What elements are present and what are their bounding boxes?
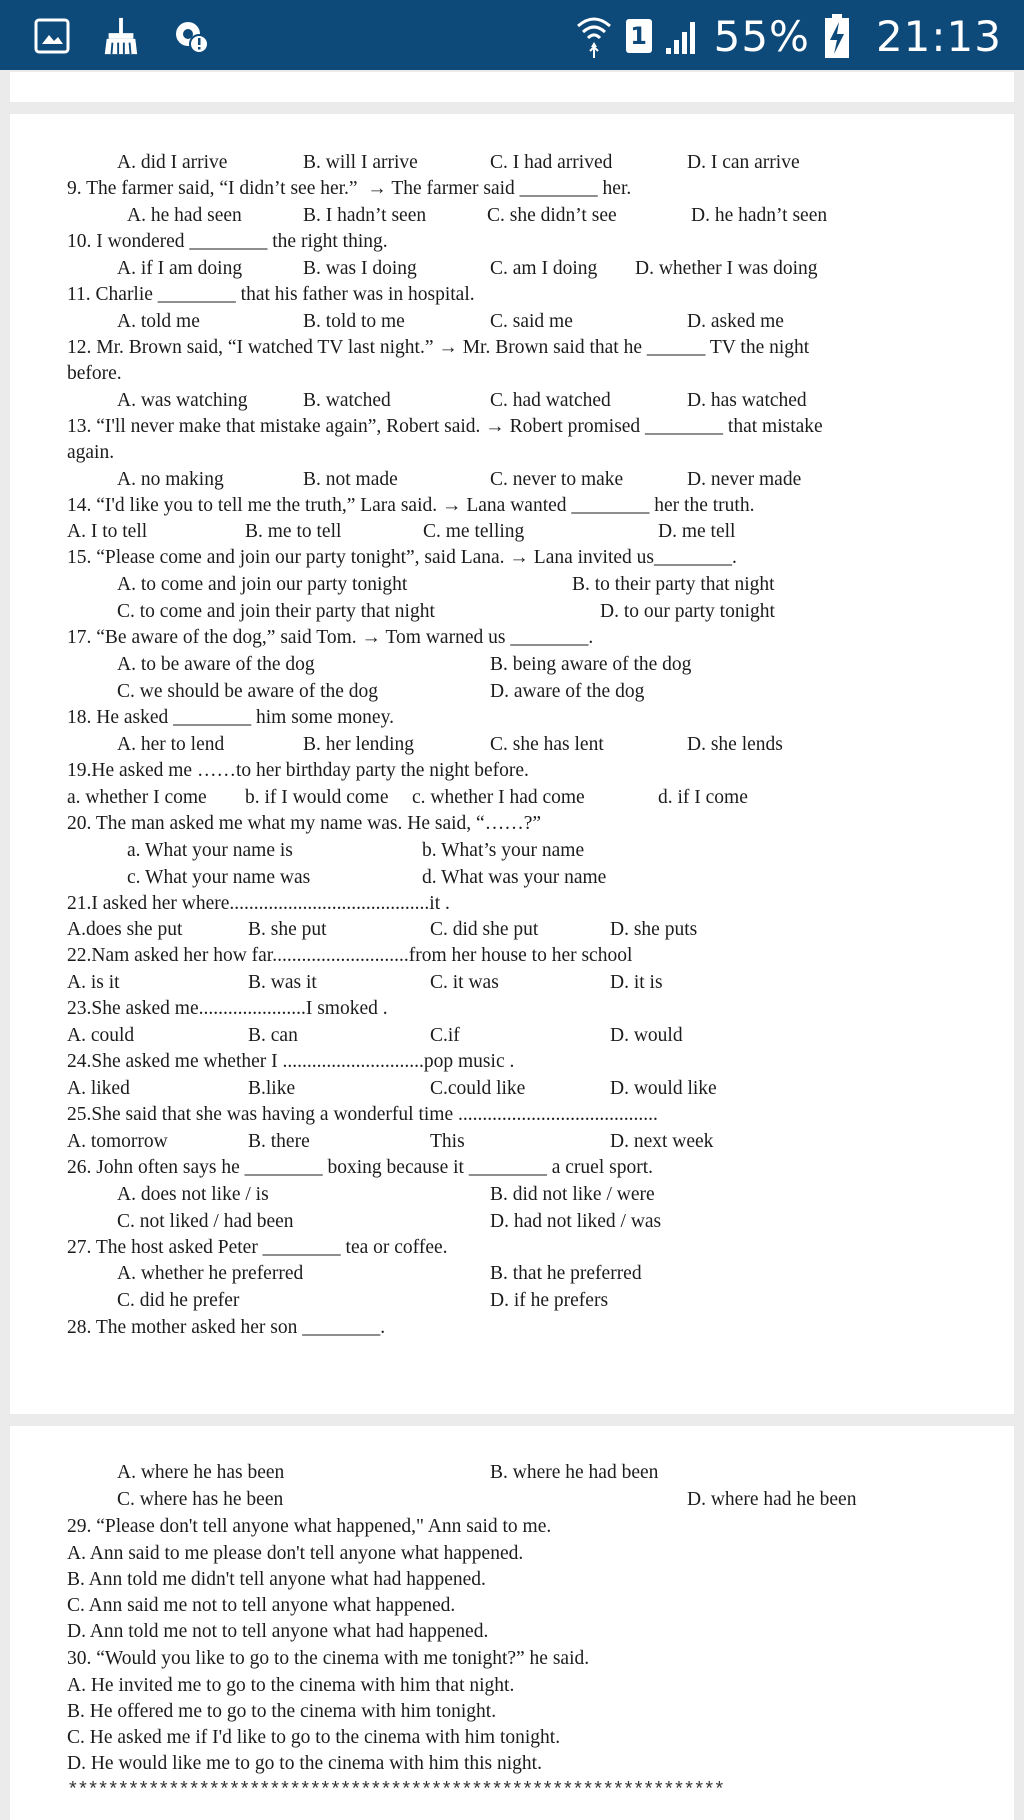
option: D. it is bbox=[610, 972, 663, 993]
question-10: 10. I wondered ________ the right thing. bbox=[67, 231, 388, 252]
option: B. to their party that night bbox=[572, 574, 775, 595]
option: B. her lending bbox=[303, 734, 415, 755]
question-19: 19.He asked me ……to her birthday party the night before. bbox=[67, 760, 529, 781]
option: d. What was your name bbox=[422, 867, 607, 888]
option: B. being aware of the dog bbox=[490, 654, 692, 675]
option: A. if I am doing bbox=[117, 258, 243, 279]
option: A. I to tell bbox=[67, 521, 148, 542]
clock: 21:13 bbox=[875, 11, 1002, 61]
wifi-icon bbox=[576, 14, 612, 58]
option: B. there bbox=[248, 1131, 310, 1152]
previous-page-edge bbox=[10, 72, 1014, 102]
option: B. will I arrive bbox=[303, 152, 418, 173]
option: B.like bbox=[248, 1078, 296, 1099]
question-12-cont: before. bbox=[67, 363, 122, 384]
option: D. me tell bbox=[658, 521, 736, 542]
option: c. What your name was bbox=[127, 867, 311, 888]
option: A. He invited me to go to the cinema with him that night. bbox=[67, 1675, 515, 1696]
option: This bbox=[430, 1131, 465, 1152]
option: B. I hadn’t seen bbox=[303, 205, 427, 226]
option: a. whether I come bbox=[67, 787, 207, 808]
option: B. where he had been bbox=[490, 1462, 659, 1483]
option: A. tomorrow bbox=[67, 1131, 168, 1152]
option: D. whether I was doing bbox=[635, 258, 818, 279]
question-29: 29. “Please don't tell anyone what happened," Ann said to me. bbox=[67, 1516, 552, 1537]
option: A. to come and join our party tonight bbox=[117, 574, 408, 595]
option: C. she didn’t see bbox=[487, 205, 617, 226]
option: C. said me bbox=[490, 311, 573, 332]
option: D. aware of the dog bbox=[490, 681, 645, 702]
question-17: 17. “Be aware of the dog,” said Tom. → Tom warned us ________. bbox=[67, 627, 594, 648]
option: D. she lends bbox=[687, 734, 783, 755]
battery-charging-icon bbox=[824, 14, 850, 58]
question-20: 20. The man asked me what my name was. He said, “……?” bbox=[67, 813, 541, 834]
question-18: 18. He asked ________ him some money. bbox=[67, 707, 394, 728]
option: C. where has he been bbox=[117, 1489, 284, 1510]
option: B. can bbox=[248, 1025, 298, 1046]
option: C. Ann said me not to tell anyone what happened. bbox=[67, 1595, 456, 1616]
option: A. her to lend bbox=[117, 734, 225, 755]
option: d. if I come bbox=[658, 787, 748, 808]
option: C.could like bbox=[430, 1078, 526, 1099]
option: D. Ann told me not to tell anyone what had happened. bbox=[67, 1621, 489, 1642]
option: A. could bbox=[67, 1025, 135, 1046]
question-12: 12. Mr. Brown said, “I watched TV last night.” → Mr. Brown said that he ______ TV the night bbox=[67, 337, 810, 358]
option: B. told to me bbox=[303, 311, 405, 332]
option: A. he had seen bbox=[127, 205, 242, 226]
gallery-icon bbox=[34, 16, 70, 56]
option: D. next week bbox=[610, 1131, 714, 1152]
question-11: 11. Charlie ________ that his father was in hospital. bbox=[67, 284, 475, 305]
question-13-cont: again. bbox=[67, 442, 115, 463]
option: C. did he prefer bbox=[117, 1290, 240, 1311]
option: B. she put bbox=[248, 919, 327, 940]
question-9: 9. The farmer said, “I didn’t see her.” → The farmer said ________ her. bbox=[67, 178, 632, 199]
data-settings-icon bbox=[172, 16, 212, 56]
option: C.if bbox=[430, 1025, 460, 1046]
status-bar bbox=[0, 0, 1024, 70]
option: C. I had arrived bbox=[490, 152, 613, 173]
option: D. had not liked / was bbox=[490, 1211, 662, 1232]
option: B. watched bbox=[303, 390, 391, 411]
option: A.does she put bbox=[67, 919, 183, 940]
option: B. was I doing bbox=[303, 258, 417, 279]
option: D. He would like me to go to the cinema with him this night. bbox=[67, 1753, 542, 1774]
option: c. whether I had come bbox=[412, 787, 585, 808]
option: C. He asked me if I'd like to go to the cinema with him tonight. bbox=[67, 1727, 561, 1748]
option: C. never to make bbox=[490, 469, 624, 490]
option: A. liked bbox=[67, 1078, 130, 1099]
question-14: 14. “I'd like you to tell me the truth,” Lara said. → Lana wanted ________ her the truth. bbox=[67, 495, 755, 516]
option: A. Ann said to me please don't tell anyone what happened. bbox=[67, 1543, 524, 1564]
option: C. it was bbox=[430, 972, 499, 993]
broom-icon bbox=[100, 16, 142, 56]
question-22: 22.Nam asked her how far............................from her house to her school bbox=[67, 945, 633, 966]
option: A. did I arrive bbox=[117, 152, 228, 173]
option: D. if he prefers bbox=[490, 1290, 609, 1311]
option: A. does not like / is bbox=[117, 1184, 269, 1205]
option: B. was it bbox=[248, 972, 317, 993]
option: A. was watching bbox=[117, 390, 248, 411]
question-15: 15. “Please come and join our party tonight”, said Lana. → Lana invited us________. bbox=[67, 547, 737, 568]
option: D. I can arrive bbox=[687, 152, 800, 173]
sim-icon bbox=[626, 19, 652, 53]
option: B. not made bbox=[303, 469, 398, 490]
option: D. where had he been bbox=[687, 1489, 857, 1510]
option: B. did not like / were bbox=[490, 1184, 655, 1205]
option: B. that he preferred bbox=[490, 1263, 642, 1284]
option: a. What your name is bbox=[127, 840, 293, 861]
document-page-2 bbox=[10, 1426, 1014, 1820]
question-28: 28. The mother asked her son ________. bbox=[67, 1317, 386, 1338]
option: C. did she put bbox=[430, 919, 539, 940]
option: C. am I doing bbox=[490, 258, 598, 279]
option: A. no making bbox=[117, 469, 224, 490]
option: B. me to tell bbox=[245, 521, 342, 542]
option: D. would bbox=[610, 1025, 683, 1046]
question-30: 30. “Would you like to go to the cinema with me tonight?” he said. bbox=[67, 1648, 590, 1669]
document-page-1 bbox=[10, 114, 1014, 1414]
option: B. Ann told me didn't tell anyone what had happened. bbox=[67, 1569, 486, 1590]
battery-percent: 55% bbox=[713, 11, 810, 61]
option: b. What’s your name bbox=[422, 840, 585, 861]
option: D. he hadn’t seen bbox=[691, 205, 828, 226]
option: C. she has lent bbox=[490, 734, 604, 755]
question-23: 23.She asked me......................I smoked . bbox=[67, 998, 388, 1019]
divider: ***************************************************************** bbox=[67, 1779, 724, 1801]
option: D. would like bbox=[610, 1078, 717, 1099]
option: D. never made bbox=[687, 469, 802, 490]
option: C. had watched bbox=[490, 390, 611, 411]
sim-slot-label: 1 bbox=[630, 22, 647, 50]
option: D. she puts bbox=[610, 919, 698, 940]
option: A. where he has been bbox=[117, 1462, 285, 1483]
option: C. me telling bbox=[423, 521, 525, 542]
option: C. we should be aware of the dog bbox=[117, 681, 379, 702]
signal-icon bbox=[666, 18, 700, 54]
option: C. to come and join their party that night bbox=[117, 601, 435, 622]
option: A. to be aware of the dog bbox=[117, 654, 315, 675]
option: b. if I would come bbox=[245, 787, 389, 808]
option: D. asked me bbox=[687, 311, 784, 332]
question-26: 26. John often says he ________ boxing because it ________ a cruel sport. bbox=[67, 1157, 653, 1178]
option: A. told me bbox=[117, 311, 200, 332]
option: B. He offered me to go to the cinema with him tonight. bbox=[67, 1701, 497, 1722]
option: A. is it bbox=[67, 972, 120, 993]
option: C. not liked / had been bbox=[117, 1211, 294, 1232]
question-13: 13. “I'll never make that mistake again”, Robert said. → Robert promised ________ that mistake bbox=[67, 416, 823, 437]
question-21: 21.I asked her where.........................................it . bbox=[67, 893, 450, 914]
question-25: 25.She said that she was having a wonderful time ......................................... bbox=[67, 1104, 658, 1125]
option: D. to our party tonight bbox=[600, 601, 775, 622]
question-27: 27. The host asked Peter ________ tea or coffee. bbox=[67, 1237, 448, 1258]
question-24: 24.She asked me whether I .............................pop music . bbox=[67, 1051, 515, 1072]
option: D. has watched bbox=[687, 390, 807, 411]
option: A. whether he preferred bbox=[117, 1263, 304, 1284]
